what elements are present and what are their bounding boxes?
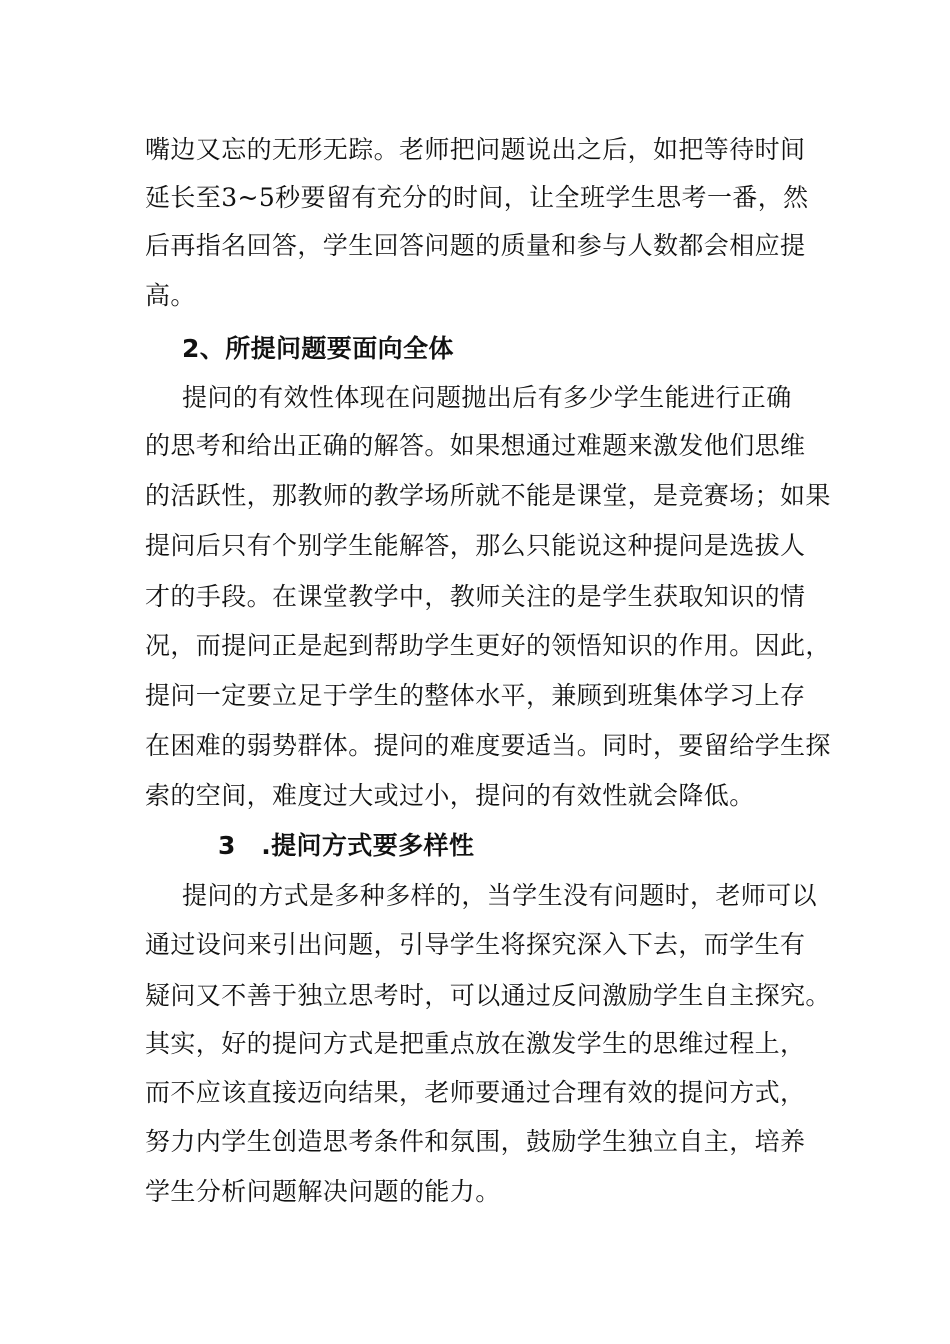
section-heading-3: 3 .提问方式要多样性 — [218, 831, 475, 860]
paragraph-3-line-6: 努力内学生创造思考条件和氛围，鼓励学生独立自主，培养 — [145, 1127, 806, 1156]
paragraph-2-line-5: 才的手段。在课堂教学中，教师关注的是学生获取知识的情 — [145, 582, 806, 611]
paragraph-2-line-2: 的思考和给出正确的解答。如果想通过难题来激发他们思维 — [145, 431, 806, 460]
paragraph-3-line-1: 提问的方式是多种多样的，当学生没有问题时，老师可以 — [182, 881, 818, 910]
paragraph-2-line-9: 索的空间，难度过大或过小，提问的有效性就会降低。 — [145, 781, 755, 810]
paragraph-1-line-3: 后再指名回答，学生回答问题的质量和参与人数都会相应提 — [145, 231, 806, 260]
paragraph-3-line-3: 疑问又不善于独立思考时，可以通过反问激励学生自主探究。 — [145, 981, 831, 1010]
paragraph-2-line-1: 提问的有效性体现在问题抛出后有多少学生能进行正确 — [182, 383, 792, 412]
paragraph-3-line-7: 学生分析问题解决问题的能力。 — [145, 1177, 501, 1206]
paragraph-3-line-5: 而不应该直接迈向结果，老师要通过合理有效的提问方式， — [145, 1078, 806, 1107]
paragraph-2-line-3: 的活跃性，那教师的教学场所就不能是课堂，是竞赛场；如果 — [145, 481, 831, 510]
paragraph-2-line-7: 提问一定要立足于学生的整体水平，兼顾到班集体学习上存 — [145, 681, 806, 710]
paragraph-2-line-6: 况，而提问正是起到帮助学生更好的领悟知识的作用。因此， — [145, 631, 831, 660]
paragraph-3-line-4: 其实，好的提问方式是把重点放在激发学生的思维过程上， — [145, 1029, 806, 1058]
paragraph-1-line-2: 延长至3~5秒要留有充分的时间，让全班学生思考一番，然 — [145, 183, 809, 212]
paragraph-2-line-8: 在困难的弱势群体。提问的难度要适当。同时，要留给学生探 — [145, 731, 831, 760]
paragraph-1-line-4: 高。 — [145, 281, 196, 310]
paragraph-1-line-1: 嘴边又忘的无形无踪。老师把问题说出之后，如把等待时间 — [145, 135, 806, 164]
paragraph-3-line-2: 通过设问来引出问题，引导学生将探究深入下去，而学生有 — [145, 930, 806, 959]
paragraph-2-line-4: 提问后只有个别学生能解答，那么只能说这种提问是选拔人 — [145, 531, 806, 560]
section-heading-2: 2、所提问题要面向全体 — [182, 334, 454, 363]
